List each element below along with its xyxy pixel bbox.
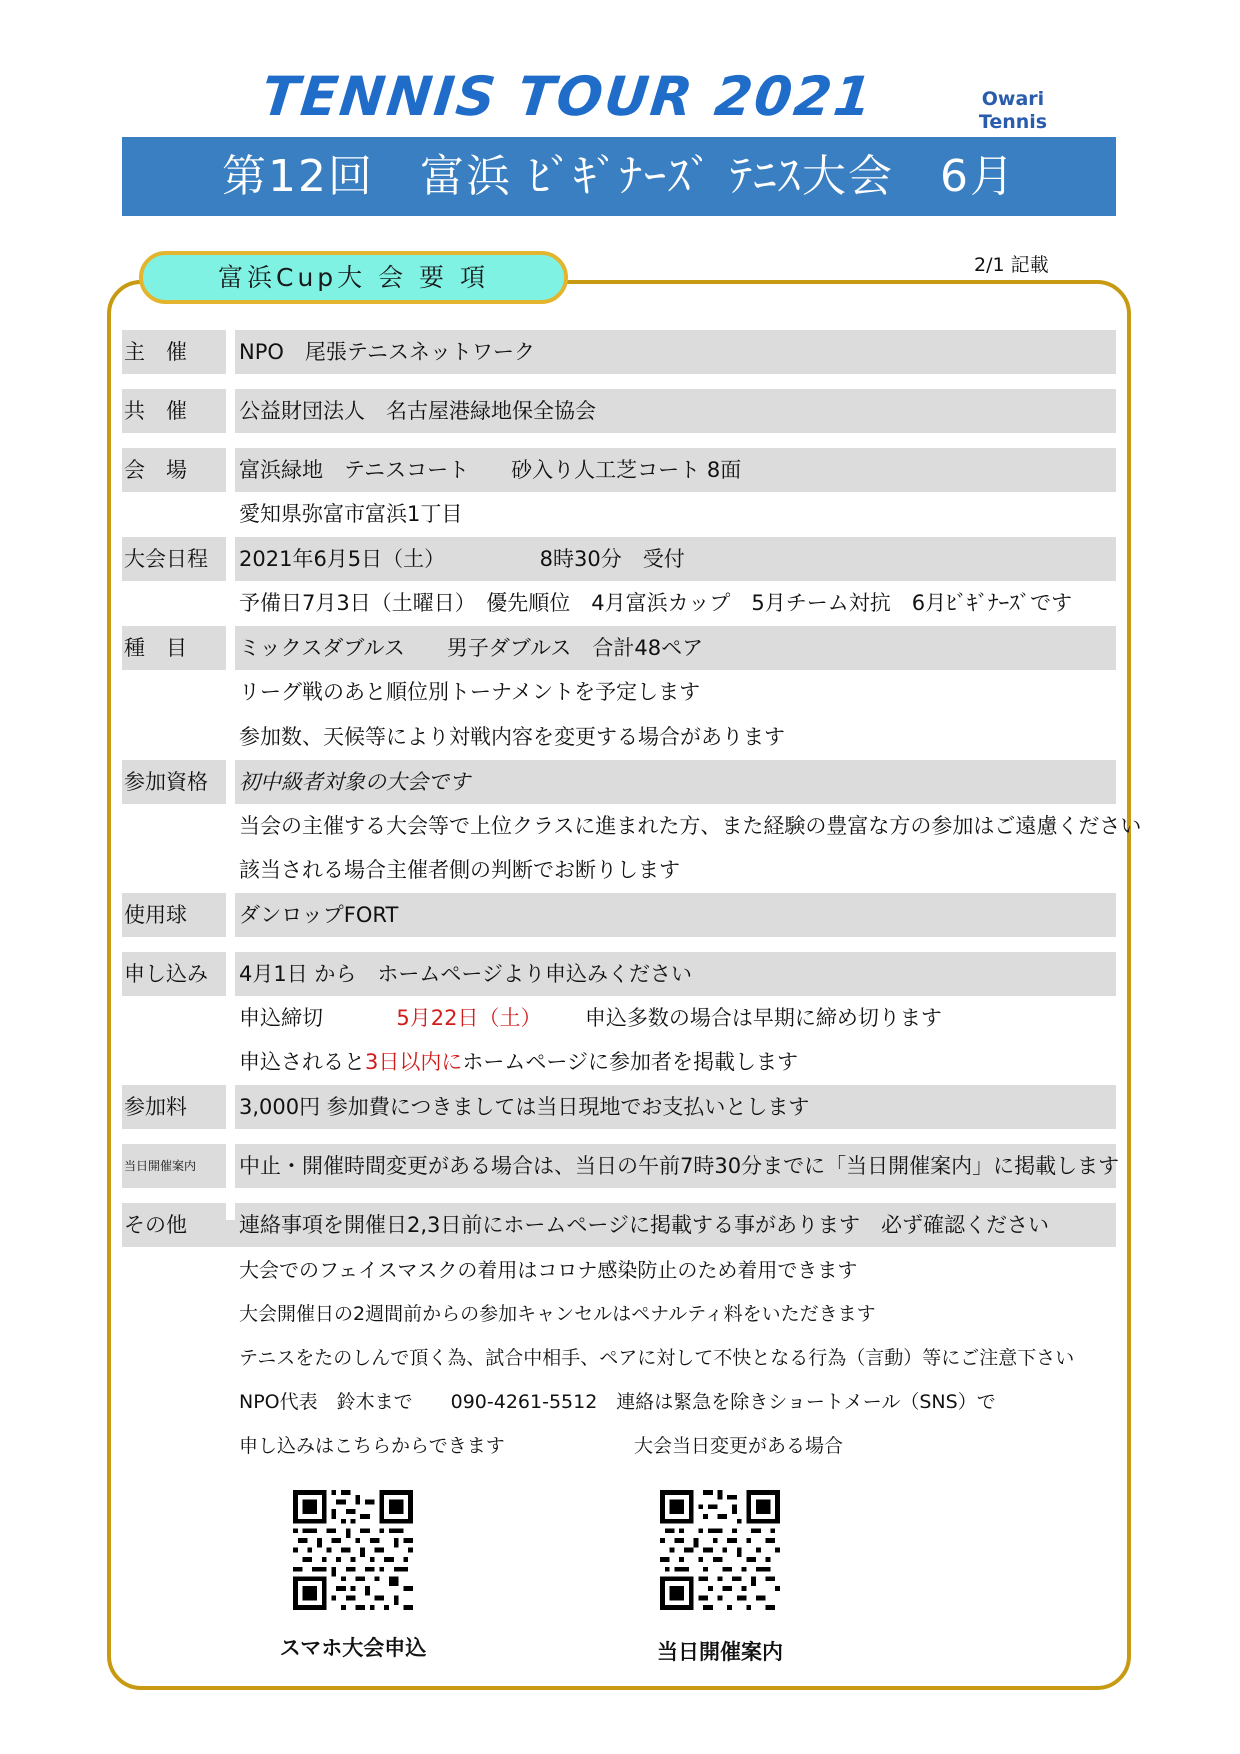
eligibility-text3: 該当される場合主催者側の判断でお断りします [239,858,680,882]
tour-title: TENNIS TOUR 2021 [258,65,877,128]
label-venue: 会 場 [124,458,187,482]
post-apply-line [239,1040,798,1084]
post-apply-b: ホームページに参加者を掲載します [462,1050,798,1074]
eligibility-text2: 当会の主催する大会等で上位クラスに進まれた方、また経験の豊富な方の参加はご遠慮ください [239,814,1142,838]
event-banner: 第12回 富浜 ﾋﾞｷﾞﾅｰｽﾞ ﾃﾆｽ大会 6月 [122,137,1116,216]
events-text3: 参加数、天候等により対戦内容を変更する場合があります [239,725,785,749]
venue-address: 愛知県弥富市富浜1丁目 [239,502,463,526]
label-eligibility: 参加資格 [124,770,208,794]
host-text: NPO 尾張テニスネットワーク [239,340,536,364]
qr-dayinfo[interactable] [660,1490,780,1610]
other-text: 連絡事項を開催日2,3日前にホームページに掲載する事があります 必ず確認ください [239,1213,1049,1237]
eligibility-text: 初中級者対象の大会です [239,770,470,794]
other-text3: 大会開催日の2週間前からの参加キャンセルはペナルティ料をいただきます [239,1303,876,1325]
qr-apply-caption: スマホ大会申込 [279,1636,427,1660]
org-name: Owari Tennis [978,88,1048,133]
ball-text: ダンロップFORT [239,903,399,927]
venue-text: 富浜緑地 テニスコート 砂入り人工芝コート 8面 [239,458,742,482]
other-text2: 大会でのフェイスマスクの着用はコロナ感染防止のため着用できます [239,1258,858,1282]
cohost-text: 公益財団法人 名古屋港緑地保全協会 [239,399,596,423]
label-fee: 参加料 [124,1095,187,1119]
label-events: 種 目 [124,636,187,660]
other-text5: NPO代表 鈴木まで 090-4261-5512 連絡は緊急を除きショートメール（SNS）で [239,1391,996,1413]
schedule-text: 2021年6月5日（土） 8時30分 受付 [239,547,685,571]
other-text6b: 大会当日変更がある場合 [634,1435,844,1457]
deadline-line [239,996,942,1040]
deadline-label: 申込締切 [239,1006,323,1030]
label-cohost: 共 催 [124,399,187,423]
other-text4: テニスをたのしんで頂く為、試合中相手、ペアに対して不快となる行為（言動）等にご注意下さい [239,1347,1075,1369]
revision-note: 2/1 記載 [974,254,1049,276]
apply-text: 4月1日 から ホームページより申込みください [239,962,692,986]
label-host: 主 催 [124,340,187,364]
post-apply-a: 申込されると [239,1050,365,1074]
other-text6: 申し込みはこちらからできます [239,1435,505,1457]
fee-text: 3,000円 参加費につきましては当日現地でお支払いとします [239,1095,810,1119]
label-apply: 申し込み [124,962,208,986]
label-ball: 使用球 [124,903,187,927]
label-schedule: 大会日程 [124,547,208,571]
schedule-reserve: 予備日7月3日（土曜日） 優先順位 4月富浜カップ 5月チーム対抗 6月ﾋﾞｷﾞﾅｰｽﾞです [239,591,1073,615]
deadline-date: 5月22日（土） [396,1006,542,1030]
events-text: ミックスダブルス 男子ダブルス 合計48ペア [239,636,704,660]
label-other: その他 [124,1213,187,1237]
dayinfo-text: 中止・開催時間変更がある場合は、当日の午前7時30分までに「当日開催案内」に掲載します [239,1154,1120,1178]
qr-apply[interactable] [293,1490,413,1610]
label-dayinfo: 当日開催案内 [124,1159,197,1173]
deadline-note: 申込多数の場合は早期に締め切ります [584,1006,942,1030]
section-title: 富浜Cup大 会 要 項 [139,251,568,304]
events-text2: リーグ戦のあと順位別トーナメントを予定します [239,680,701,704]
post-apply-red: 3日以内に [365,1050,463,1074]
qr-dayinfo-caption: 当日開催案内 [657,1640,783,1664]
